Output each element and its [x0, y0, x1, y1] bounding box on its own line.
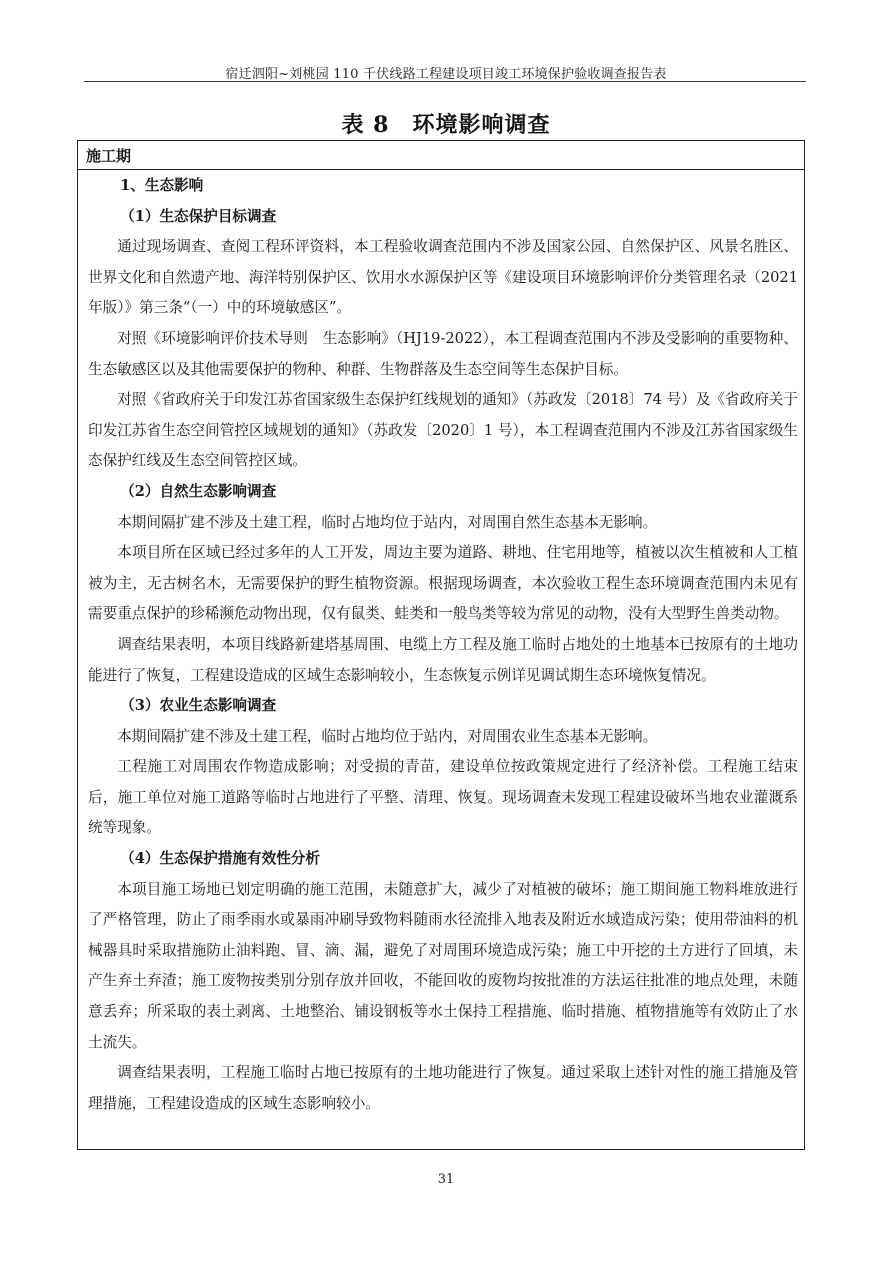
heading-protection-target-survey: （1）生态保护目标调查: [120, 207, 277, 225]
heading-ecological-impact: 1、生态影响: [120, 177, 204, 194]
running-header: 宿迁泗阳~刘桃园 110 千伏线路工程建设项目竣工环境保护验收调查报告表: [225, 67, 667, 82]
header-divider: [84, 81, 806, 82]
heading-protection-measures-analysis: （4）生态保护措施有效性分析: [120, 850, 320, 868]
paragraph: 对照《环境影响评价技术导则 生态影响》（HJ19-2022），本工程调查范围内不涉及受影响的重要物种、生态敏感区以及其他需要保护的物种、种群、生物群落及生态空间等生态保护目标。: [88, 329, 798, 378]
report-table: [77, 140, 805, 1150]
paragraph: 通过现场调查、查阅工程环评资料，本工程验收调查范围内不涉及国家公园、自然保护区、风景名胜区、世界文化和自然遗产地、海洋特别保护区、饮用水水源保护区等《建设项目环境影响评价分类管理名录（2021 年版）》第三条“（一）中的环境敏感区”。: [88, 238, 798, 317]
paragraph: 调查结果表明，工程施工临时占地已按原有的土地功能进行了恢复。通过采取上述针对性的施工措施及管理措施，工程建设造成的区域生态影响较小。: [88, 1064, 798, 1112]
heading-natural-ecology-survey: （2）自然生态影响调查: [120, 482, 277, 500]
section-label-construction-period: 施工期: [78, 141, 804, 170]
page-number: 31: [437, 1172, 455, 1187]
paragraph: 本项目所在区域已经过多年的人工开发，周边主要为道路、耕地、住宅用地等，植被以次生植被和人工植被为主，无古树名木，无需要保护的野生植物资源。根据现场调查，本次验收工程生态环境调查范围内未见有需要重点保护的珍稀濒危动物出现，仅有鼠类、蛙类和一般鸟类等较为常见的动物，没有大型野生兽类动物。: [88, 544, 798, 623]
paragraph: 本期间隔扩建不涉及土建工程，临时占地均位于站内，对周围农业生态基本无影响。: [117, 727, 658, 745]
paragraph: 本期间隔扩建不涉及土建工程，临时占地均位于站内，对周围自然生态基本无影响。: [117, 513, 658, 531]
paragraph: 本项目施工场地已划定明确的施工范围，未随意扩大，减少了对植被的破坏；施工期间施工物料堆放进行了严格管理，防止了雨季雨水或暴雨冲刷导致物料随雨水径流排入地表及附近水域造成污染；使用带油料的机械器具时采取措施防止油料跑、冒、滴、漏，避免了对周围环境造成污染；施工中开挖的土方进行了回填，未产生弃土弃渣；施工废物按类别分别存放并回收，不能回收的废物均按批准的方法运往批准的地点处理，未随意丢弃；所采取的表土剥离、土地整治、铺设钢板等水土保持工程措施、临时措施、植物措施等有效防止了水土流失。: [88, 880, 798, 1051]
paragraph: 调查结果表明，本项目线路新建塔基周围、电缆上方工程及施工临时占地处的土地基本已按原有的土地功能进行了恢复，工程建设造成的区域生态影响较小，生态恢复示例详见调试期生态环境恢复情况。: [88, 635, 798, 684]
paragraph: 对照《省政府关于印发江苏省国家级生态保护红线规划的通知》（苏政发〔2018〕74 号）及《省政府关于印发江苏省生态空间管控区域规划的通知》（苏政发〔2020〕1 号），本工程调查范围内不涉及江苏省国家级生态保护红线及生态空间管控区域。: [88, 391, 798, 470]
paragraph: 工程施工对周围农作物造成影响；对受损的青苗，建设单位按政策规定进行了经济补偿。工程施工结束后，施工单位对施工道路等临时占地进行了平整、清理、恢复。现场调查未发现工程建设破坏当地农业灌溉系统等现象。: [88, 758, 798, 837]
heading-agricultural-ecology-survey: （3）农业生态影响调查: [120, 697, 277, 715]
table-title: 表 8 环境影响调查: [341, 112, 551, 138]
table-content: [88, 171, 798, 1119]
